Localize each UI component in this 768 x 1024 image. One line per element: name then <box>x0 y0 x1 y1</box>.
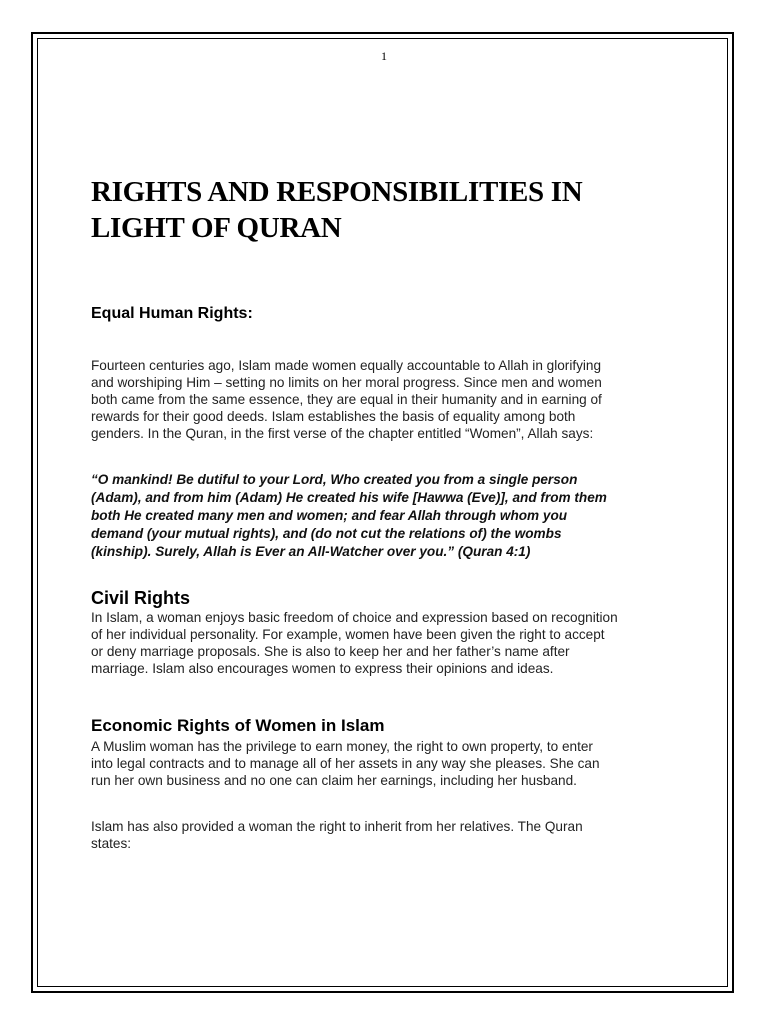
title-line: RIGHTS AND RESPONSIBILITIES IN <box>91 176 583 208</box>
inheritance-paragraph <box>91 818 703 852</box>
quran-quote <box>91 471 703 561</box>
quote-line: “O mankind! Be dutiful to your Lord, Who created you from a single person <box>91 472 578 487</box>
text-line: into legal contracts and to manage all of her assets in any way she pleases. She can <box>91 756 600 771</box>
text-line: both came from the same essence, they are equal in their humanity and in earning of <box>91 392 602 407</box>
equal-rights-paragraph <box>91 357 703 442</box>
text-line: rewards for their good deeds. Islam establishes the basis of equality among both <box>91 409 576 424</box>
section-heading-economic-rights: Economic Rights of Women in Islam <box>91 716 385 735</box>
title-line: LIGHT OF QURAN <box>91 212 342 244</box>
document-title <box>91 174 691 246</box>
text-line: marriage. Islam also encourages women to express their opinions and ideas. <box>91 661 554 676</box>
section-heading-civil-rights: Civil Rights <box>91 588 191 608</box>
section-heading-equal-rights: Equal Human Rights: <box>91 305 253 322</box>
quote-line: (kinship). Surely, Allah is Ever an All-Watcher over you.” (Quran 4:1) <box>91 544 531 559</box>
text-line: and worshiping Him – setting no limits on her moral progress. Since men and women <box>91 375 602 390</box>
text-line: Islam has also provided a woman the right to inherit from her relatives. The Quran <box>91 819 583 834</box>
page-number: 1 <box>381 49 387 63</box>
text-line: states: <box>91 836 132 851</box>
quote-line: both He created many men and women; and fear Allah through whom you <box>91 508 568 523</box>
text-line: run her own business and no one can claim her earnings, including her husband. <box>91 773 577 788</box>
text-line: A Muslim woman has the privilege to earn money, the right to own property, to enter <box>91 739 593 754</box>
economic-rights-paragraph <box>91 738 703 789</box>
text-line: of her individual personality. For example, women have been given the right to accept <box>91 627 605 642</box>
quote-line: (Adam), and from him (Adam) He created his wife [Hawwa (Eve)], and from them <box>91 490 607 505</box>
quote-line: demand (your mutual rights), and (do not cut the relations of) the wombs <box>91 526 562 541</box>
text-line: or deny marriage proposals. She is also to keep her and her father’s name after <box>91 644 570 659</box>
civil-rights-paragraph <box>91 609 703 677</box>
text-line: Fourteen centuries ago, Islam made women equally accountable to Allah in glorifying <box>91 358 602 373</box>
text-line: genders. In the Quran, in the first verse of the chapter entitled “Women”, Allah says: <box>91 426 594 441</box>
text-line: In Islam, a woman enjoys basic freedom of choice and expression based on recognition <box>91 610 618 625</box>
